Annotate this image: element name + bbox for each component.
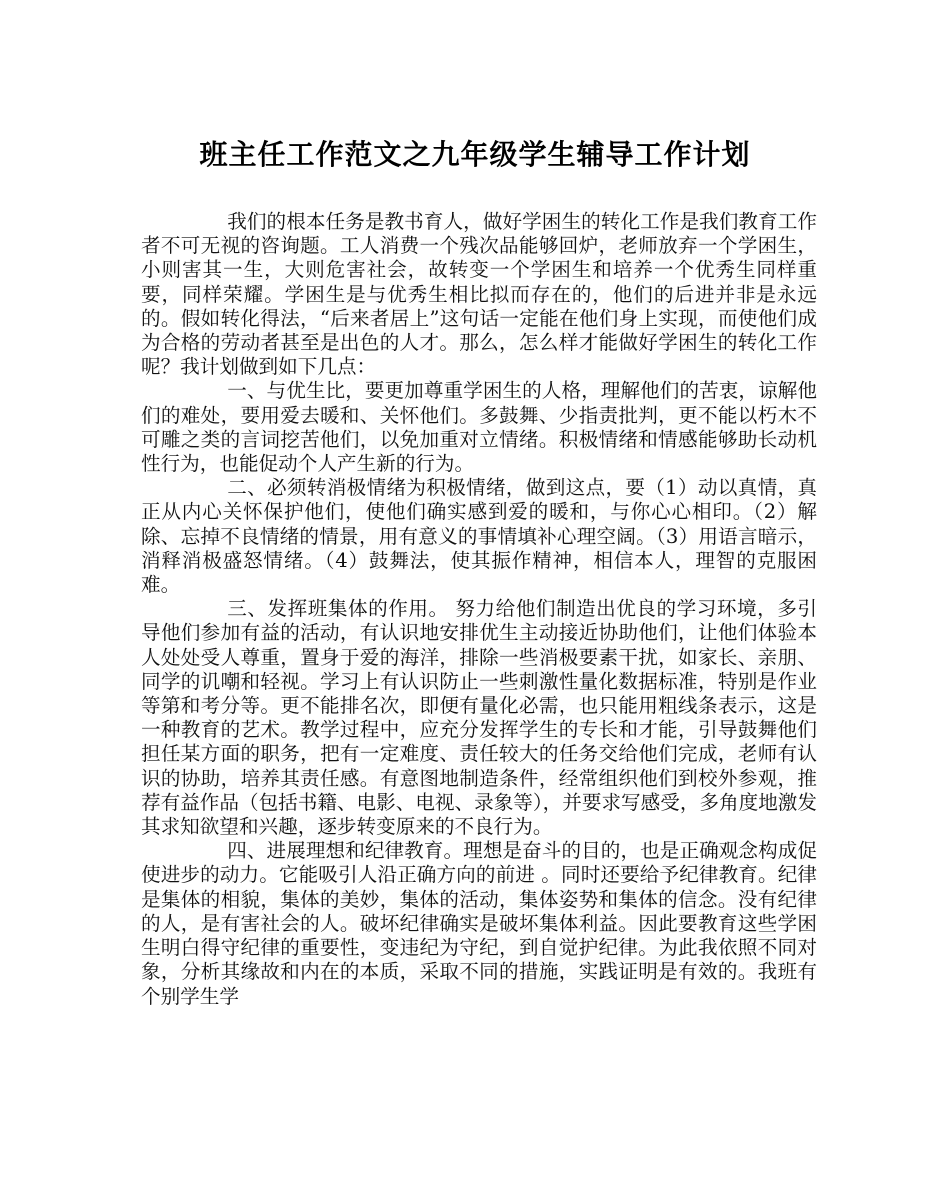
paragraph-point-4: 四、进展理想和纪律教育。理想是奋斗的目的，也是正确观念构成促使进步的动力。它能吸引人沿正确方向的前进 。同时还要给予纪律教育。纪律是集体的相貌，集体的美妙，集体的活动，集体姿势和集体的信念。没有纪律的人，是有害社会的人。破坏纪律确实是破坏集体利益。因此要教育这些学困生明白得守纪律的重要性，变违纪为守纪，到自觉护纪律。为此我依照不同对象，分析其缘故和内在的本质，采取不同的措施，实践证明是有效的。我班有个别学生学 [141,839,817,1008]
paragraph-point-2: 二、必须转消极情绪为积极情绪，做到这点，要（1）动以真情，真正从内心关怀保护他们，使他们确实感到爱的暖和，与你心心相印。（2）解除、忘掉不良情绪的情景，用有意义的事情填补心理空阔。（3）用语言暗示，消释消极盛怒情绪。（4）鼓舞法，使其振作精神，相信本人，理智的克服困难。 [141,476,817,597]
document-title: 班主任工作范文之九年级学生辅导工作计划 [199,138,751,171]
document-body [141,210,817,1009]
paragraph-intro: 我们的根本任务是教书育人，做好学困生的转化工作是我们教育工作者不可无视的咨询题。工人消费一个残次品能够回炉，老师放弃一个学困生，小则害其一生，大则危害社会，故转变一个学困生和培养一个优秀生同样重要，同样荣耀。学困生是与优秀生相比拟而存在的，他们的后进并非是永远的。假如转化得法，“后来者居上”这句话一定能在他们身上实现，而使他们成为合格的劳动者甚至是出色的人才。那么，怎么样才能做好学困生的转化工作呢？我计划做到如下几点： [141,210,817,379]
paragraph-point-1: 一、与优生比，要更加尊重学困生的人格，理解他们的苦衷，谅解他们的难处，要用爱去暖和、关怀他们。多鼓舞、少指责批判，更不能以朽木不可雕之类的言词挖苦他们，以免加重对立情绪。积极情绪和情感能够助长动机性行为，也能促动个人产生新的行为。 [141,379,817,476]
paragraph-point-3: 三、发挥班集体的作用。 努力给他们制造出优良的学习环境，多引导他们参加有益的活动，有认识地安排优生主动接近协助他们，让他们体验本人处处受人尊重，置身于爱的海洋，排除一些消极要素干扰，如家长、亲朋、同学的讥嘲和轻视。学习上有认识防止一些刺激性量化数据标准，特别是作业等第和考分等。更不能排名次，即便有量化必需，也只能用粗线条表示，这是一种教育的艺术。教学过程中，应充分发挥学生的专长和才能，引导鼓舞他们担任某方面的职务，把有一定难度、责任较大的任务交给他们完成，老师有认识的协助，培养其责任感。有意图地制造条件，经常组织他们到校外参观，推荐有益作品（包括书籍、电影、电视、录象等），并要求写感受，多角度地激发其求知欲望和兴趣，逐步转变原来的不良行为。 [141,597,817,839]
